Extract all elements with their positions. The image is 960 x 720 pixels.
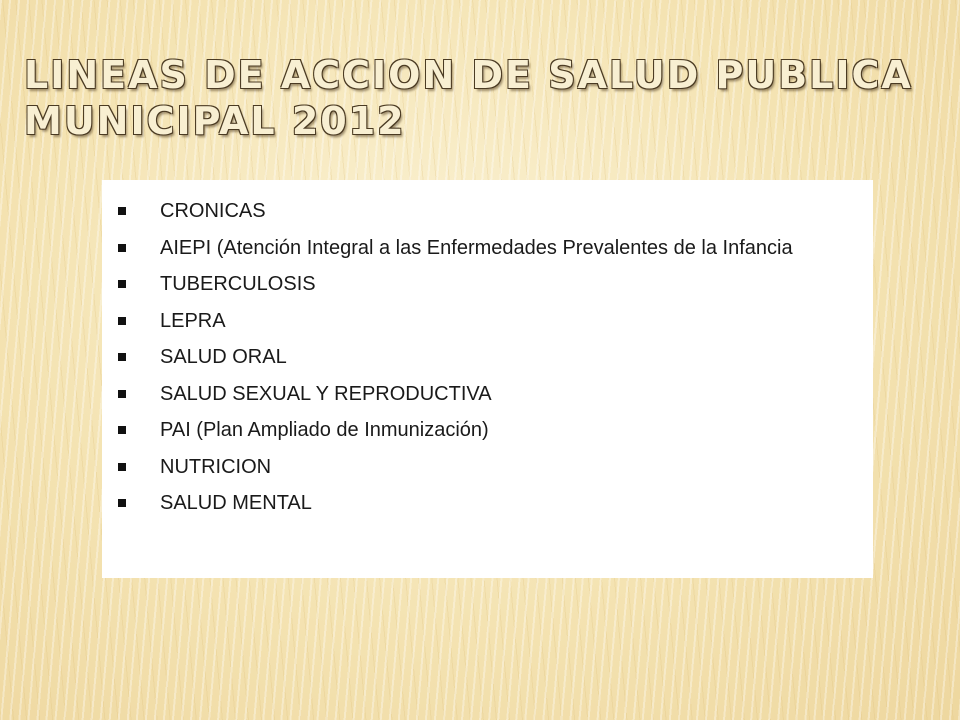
list-item-label: AIEPI (Atención Integral a las Enfermedades Prevalentes de la Infancia — [160, 236, 793, 259]
list-item-aiepi — [114, 230, 853, 267]
list-item-label: PAI (Plan Ampliado de Inmunización) — [160, 419, 489, 441]
list-item-tuberculosis — [114, 266, 853, 303]
square-bullet-icon — [118, 207, 126, 215]
list-item-label: TUBERCULOSIS — [160, 273, 316, 295]
list-item-cronicas — [114, 193, 853, 230]
list-item-pai — [114, 412, 853, 449]
square-bullet-icon — [118, 244, 126, 252]
list-item-salud-sexual — [114, 376, 853, 413]
list-item-label: CRONICAS — [160, 200, 266, 222]
list-item-salud-oral — [114, 339, 853, 376]
content-box — [102, 180, 873, 578]
slide-title — [24, 52, 924, 144]
square-bullet-icon — [118, 499, 126, 507]
slide-title-line-2: MUNICIPAL 2012 — [24, 99, 406, 143]
list-item-salud-mental — [114, 485, 853, 522]
list-item-nutricion — [114, 449, 853, 486]
square-bullet-icon — [118, 390, 126, 398]
list-item-label: LEPRA — [160, 309, 226, 332]
square-bullet-icon — [118, 426, 126, 434]
square-bullet-icon — [118, 280, 126, 288]
list-item-label: SALUD ORAL — [160, 346, 287, 368]
list-item-label: SALUD MENTAL — [160, 492, 312, 514]
square-bullet-icon — [118, 317, 126, 325]
square-bullet-icon — [118, 353, 126, 361]
list-item-lepra — [114, 303, 853, 340]
list-item-label: SALUD SEXUAL Y REPRODUCTIVA — [160, 382, 492, 405]
list-item-label: NUTRICION — [160, 455, 272, 478]
slide-title-line-1: LINEAS DE ACCION DE SALUD PUBLICA — [24, 53, 913, 97]
square-bullet-icon — [118, 463, 126, 471]
bullet-list — [114, 193, 853, 522]
